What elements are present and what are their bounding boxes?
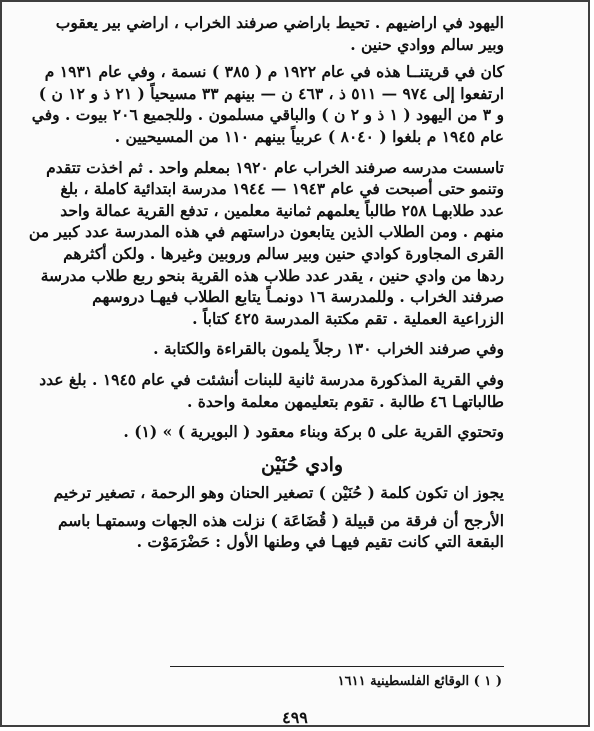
- page-number: ٤٩٩: [282, 708, 308, 727]
- text-line: البقعة التي كانت تقيم فيهـا في وطنها الأول : حَضْرَمَوْت .: [136, 532, 504, 552]
- footnote-divider: [170, 666, 504, 667]
- text-line: وبير سالم ووادي حنين .: [350, 34, 504, 54]
- text-line: يجوز ان تكون كلمة ( حُنَيْن ) تصغير الحنان وهو الرحمة ، تصغير ترخيم: [53, 483, 504, 503]
- paragraph-school: [28, 157, 504, 330]
- text-line: ردها من وادي حنين ، يقدر عدد طلاب هذه القرية بنحو ربع طلاب مدرسة: [40, 265, 504, 285]
- text-line: تاسست مدرسه صرفند الخراب عام ١٩٢٠ بمعلم واحد . ثم اخذت تتقدم: [46, 157, 504, 177]
- text-line: صرفند الخراب . وللمدرسة ١٦ دونمـاً يتابع الطلاب فيهـا دروسهم: [92, 287, 504, 307]
- text-line: وتحتوي القرية على ٥ بركة وبناء معقود ( البويرية ) » (١) .: [123, 422, 504, 442]
- text-line: اليهود في اراضيهم . تحيط باراضي صرفند الخراب ، اراضي بير يعقوب: [55, 13, 504, 32]
- paragraph-borders: [55, 12, 504, 55]
- text-line: القرى المجاورة كوادي حنين وبير سالم وروبين وغيرها . ولكن أكثرهم: [63, 243, 504, 263]
- text-line: منهم . ومن الطلاب الذين يتابعون دراستهم في هذه المدرسة عدد كبير من: [28, 222, 504, 242]
- paragraph-pools: [100, 421, 504, 443]
- text-line: الأرجح أن فرقة من قبيلة ( قُضَاعَة ) نزلت هذه الجهات وسمتهـا باسم: [57, 510, 504, 530]
- text-line: عام ١٩٤٥ م بلغوا ( ٨٠٤٠ ) عربياً بينهم ١١٠ من المسيحيين .: [114, 126, 504, 146]
- page-body: [28, 12, 504, 562]
- text-line: الزراعية العملية . تقم مكتبة المدرسة ٤٢٥ كتاباً .: [192, 308, 504, 328]
- text-line: وتنمو حتى أصبحت في عام ١٩٤٣ — ١٩٤٤ مدرسة ابتدائية كاملة ، بلغ: [60, 179, 504, 199]
- footnote: ( ١ ) الوقائع الفلسطينية ١٦١١: [337, 674, 502, 689]
- text-line: عدد طلابهـا ٢٥٨ طالباً يعلمهم ثمانية معلمين ، تدفع القرية عمالة واحد: [60, 200, 504, 220]
- text-line: وفي صرفند الخراب ١٣٠ رجلاً يلمون بالقراءة والكتابة .: [153, 339, 504, 359]
- paragraph-population: [31, 61, 504, 147]
- text-line: ارتفعوا إلى ٩٧٤ — ٥١١ ذ ، ٤٦٣ ن — بينهم ٣٣ مسيحياً ( ٢١ ذ و ١٢ ن ): [38, 83, 504, 103]
- paragraph-girls-school: [39, 369, 504, 412]
- text-line: طالباتهـا ٤٦ طالبة . تقوم بتعليمهن معلمة واحدة .: [186, 391, 504, 411]
- text-line: و ٣ من اليهود ( ١ ذ و ٢ ن ) والباقي مسلمون . وللجميع ٢٠٦ بيوت . وفي: [31, 105, 504, 125]
- section-heading: وادي حُنَيْن: [260, 453, 344, 476]
- paragraph-literacy: [100, 338, 504, 360]
- text-line: كان في قريتنــا هذه في عام ١٩٢٢ م ( ٣٨٥ ) نسمة ، وفي عام ١٩٣١ م: [44, 62, 504, 82]
- text-line: وفي القرية المذكورة مدرسة ثانية للبنات أنشئت في عام ١٩٤٥ . بلغ عدد: [39, 369, 504, 389]
- paragraph-tribe: [57, 510, 504, 553]
- paragraph-name-origin: [53, 482, 504, 504]
